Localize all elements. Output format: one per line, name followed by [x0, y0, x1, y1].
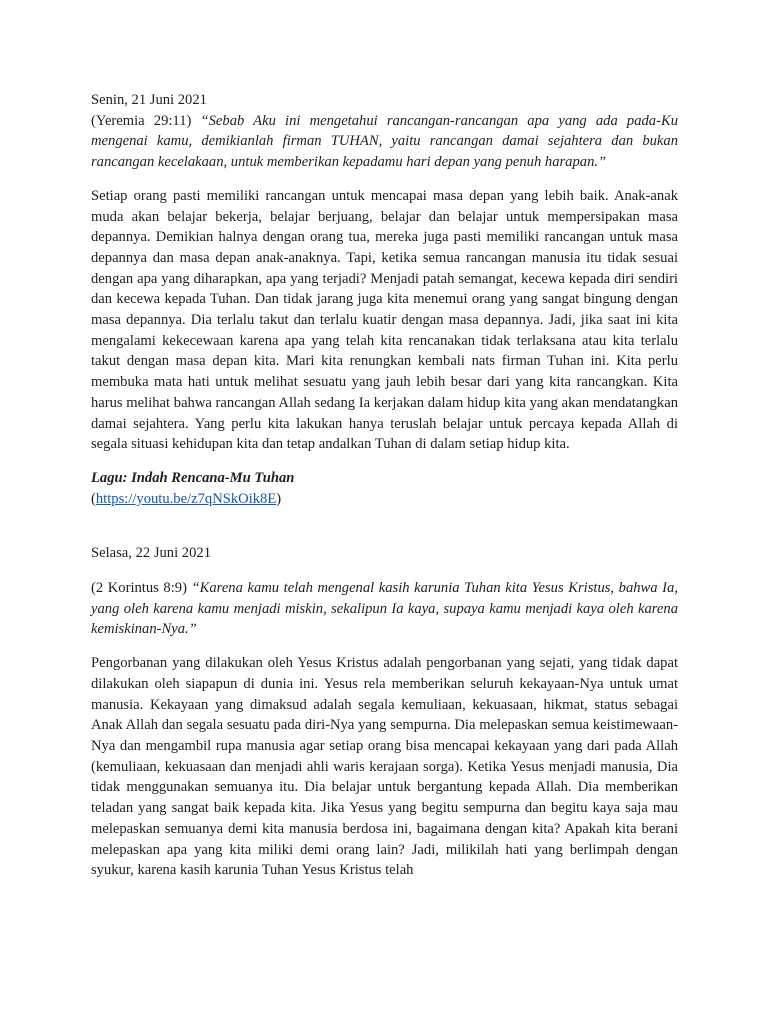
entry2-verse-ref: (2 Korintus 8:9) [91, 580, 187, 597]
entry1-date: Senin, 21 Juni 2021 [91, 92, 207, 108]
spacer [91, 640, 678, 653]
spacer [91, 564, 678, 578]
document-content [91, 90, 678, 881]
entry1-verse-text: “Sebab Aku ini mengetahui rancangan-rancangan apa yang ada pada-Ku mengenai kamu, demikianlah firman TUHAN, yaitu rancangan damai sejahtera dan bukan rancangan kecelakaan, untuk memberikan kepadamu hari depan yang penuh harapan.” [91, 112, 678, 171]
close-paren: ) [276, 490, 282, 507]
entry1-song-link-line [91, 489, 678, 510]
entry2-verse [91, 578, 678, 640]
entry1-body: Setiap orang pasti memiliki rancangan untuk mencapai masa depan yang lebih baik. Anak-anak muda akan belajar bekerja, belajar berjuang, belajar dan belajar untuk mempersipakan masa depannya. Demikian halnya dengan orang tua, mereka juga pasti memiliki rancangan untuk masa depannya dan masa depan anak-anaknya. Tapi, ketika semua rancangan manusia itu tidak sesuai dengan apa yang diharapkan, apa yang terjadi? Menjadi patah semangat, kecewa kepada diri sendiri dan kecewa kepada Tuhan. Dan tidak jarang juga kita menemui orang yang sangat bingung dengan masa depannya. Dia terlalu takut dan terlalu kuatir dengan masa depannya. Jadi, jika saat ini kita mengalami kekecewaan karena apa yang telah kita rencanakan tidak terlaksana atau kita terlalu takut dengan masa depan kita. Mari kita renungkan kembali nats firman Tuhan ini. Kita perlu membuka mata hati untuk melihat sesuatu yang jauh lebih besar dari yang kita rancangkan. Kita harus melihat bahwa rancangan Allah sedang Ia kerjakan dalam hidup kita yang akan mendatangkan damai sejahtera. Yang perlu kita lakukan hanya teruslah belajar untuk percaya kepada Allah di segala situasi kehidupan kita dan tetap andalkan Tuhan di dalam setiap hidup kita. [91, 187, 678, 453]
spacer [91, 455, 678, 468]
entry2-date: Selasa, 22 Juni 2021 [91, 545, 211, 562]
entry2-verse-text: “Karena kamu telah mengenal kasih karunia Tuhan kita Yesus Kristus, bahwa Ia, yang oleh karena kamu menjadi miskin, sekalipun Ia kaya, supaya kamu menjadi kaya oleh karena kemiskinan-Nya.” [91, 580, 678, 638]
entry2-body: Pengorbanan yang dilakukan oleh Yesus Kristus adalah pengorbanan yang sejati, yang tidak dapat dilakukan oleh siapapun di dunia ini. Yesus rela memberikan seluruh kekayaan-Nya untuk umat manusia. Kekayaan yang dimaksud adalah segala kemuliaan, kekuasaan, hikmat, status sebagai Anak Allah dan segala sesuatu pada diri-Nya yang sempurna. Dia melepaskan semua keistimewaan-Nya dan mengambil rupa manusia agar setiap orang bisa mencapai kekayaan yang dari pada Allah (kemuliaan, kekuasaan dan menjadi ahli waris kerajaan sorga). Ketika Yesus menjadi manusia, Dia tidak menggunakan semuanya itu. Dia belajar untuk bergantung kepada Allah. Dia memberikan teladan yang sangat baik kepada kita. Jika Yesus yang begitu sempurna dan begitu kaya saja mau melepaskan semuanya demi kita manusia berdosa ini, bagaimana dengan kita? Apakah kita berani melepaskan apa yang kita miliki demi orang lain? Jadi, milikilah hati yang berlimpah dengan syukur, karena kasih karunia Tuhan Yesus Kristus telah [91, 655, 678, 879]
spacer [91, 509, 678, 543]
spacer [91, 173, 678, 186]
song-link[interactable]: https://youtu.be/z7qNSkOik8E [95, 490, 277, 507]
open-paren: ( [91, 490, 96, 507]
entry1-song-title: Lagu: Indah Rencana-Mu Tuhan [91, 469, 295, 486]
entry1-verse-ref: (Yeremia 29:11) [91, 112, 192, 129]
entry1-verse [91, 111, 678, 173]
